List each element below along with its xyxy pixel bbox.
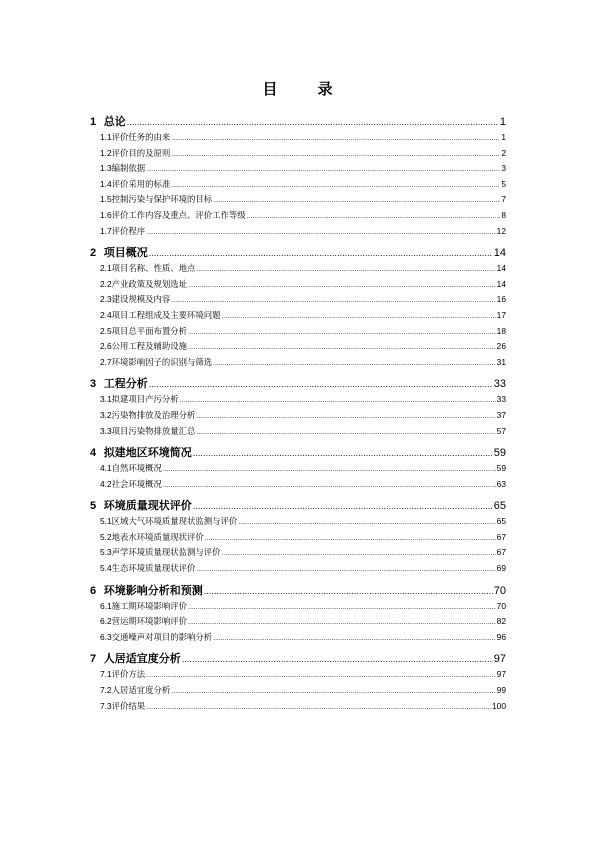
toc-section[interactable] (100, 192, 506, 208)
dot-leader (238, 514, 495, 531)
dot-leader (205, 530, 496, 547)
toc-chapter-text: 工程分析 (103, 377, 148, 391)
toc-section-label (100, 614, 187, 630)
toc-chapter[interactable] (90, 444, 506, 461)
toc-section[interactable] (100, 261, 506, 277)
toc-chapter-text: 环境影响分析和预测 (103, 583, 203, 597)
toc-section-page-number: 14 (496, 278, 506, 289)
toc-section[interactable] (100, 424, 506, 440)
dot-leader (149, 244, 493, 262)
toc-section[interactable] (100, 292, 506, 308)
toc-section-number: 1.1 (100, 132, 112, 142)
toc-section-label (100, 208, 246, 224)
toc-section-label (100, 561, 195, 577)
toc-section-page-number: 18 (496, 325, 506, 336)
toc-section-page-number: 63 (496, 478, 506, 489)
toc-section[interactable] (100, 683, 506, 699)
dot-leader (193, 497, 493, 515)
toc-section-label (100, 477, 162, 493)
toc-section-label (100, 130, 170, 146)
toc-section-text: 区域大气环境质量现状监测与评价 (111, 516, 238, 527)
toc-section-label (100, 177, 170, 193)
toc-section-text: 评价方法 (111, 669, 146, 680)
toc-section[interactable] (100, 277, 506, 293)
toc-section-text: 社会环境概况 (111, 478, 162, 489)
toc-section-label (100, 530, 204, 546)
toc-section-label (100, 683, 170, 699)
toc-section-text: 产业政策及规划选址 (111, 278, 188, 289)
dot-leader (163, 461, 496, 478)
toc-section-text: 编制依据 (111, 163, 146, 174)
toc-section-page-number: 3 (501, 163, 506, 174)
toc-chapter-page-number: 14 (493, 247, 506, 260)
toc-section[interactable] (100, 161, 506, 177)
toc-section-text: 地表水环境质量现状评价 (111, 531, 204, 542)
toc-chapter-label (90, 444, 192, 462)
toc-section[interactable] (100, 461, 506, 477)
toc-section-text: 控制污染与保护环境的目标 (111, 194, 213, 205)
dot-leader (247, 208, 501, 225)
toc-chapter-number: 3 (90, 378, 97, 391)
toc-section-label (100, 461, 162, 477)
toc-section-page-number: 67 (496, 547, 506, 558)
toc-section-number: 6.2 (100, 616, 112, 627)
dot-leader (188, 324, 496, 341)
toc-section-label (100, 224, 145, 240)
toc-section[interactable] (100, 177, 506, 193)
toc-section-number: 2.6 (100, 341, 112, 352)
toc-section[interactable] (100, 561, 506, 577)
dot-leader (146, 161, 500, 178)
toc-section-text: 评价程序 (111, 225, 146, 236)
toc-section[interactable] (100, 699, 506, 715)
toc-section-label (100, 192, 212, 208)
toc-chapter-text: 项目概况 (103, 246, 148, 260)
toc-section-number: 5.1 (100, 516, 112, 527)
toc-section-text: 项目名称、性质、地点 (111, 263, 196, 274)
toc-chapter-label (90, 244, 148, 262)
toc-section-page-number: 17 (496, 309, 506, 320)
toc-section-label (100, 514, 237, 530)
toc-title (0, 78, 595, 99)
toc-section-number: 2.2 (100, 278, 112, 289)
toc-section-number: 4.1 (100, 463, 112, 474)
toc-section-page-number: 57 (496, 425, 506, 436)
dot-leader (196, 561, 495, 578)
dot-leader (204, 582, 493, 600)
toc-section-page-number: 37 (496, 409, 506, 420)
toc-chapter-number: 6 (90, 584, 97, 597)
toc-chapter-page-number: 65 (493, 500, 506, 513)
toc-section-number: 1.6 (100, 209, 112, 220)
toc-section-label (100, 161, 145, 177)
dot-leader (149, 375, 493, 393)
toc-section-page-number: 16 (496, 294, 506, 305)
toc-section[interactable] (100, 530, 506, 546)
toc-section-number: 2.4 (100, 309, 112, 320)
dot-leader (213, 630, 496, 647)
toc-section-label (100, 630, 212, 646)
toc-section-text: 施工期环境影响评价 (111, 600, 188, 611)
toc-section-number: 1.4 (100, 178, 112, 189)
toc-chapter[interactable] (90, 244, 506, 261)
dot-leader (163, 477, 496, 494)
toc-section-number: 5.4 (100, 563, 112, 574)
toc-section-label (100, 261, 195, 277)
toc-section-page-number: 65 (496, 516, 506, 527)
toc-chapter-label (90, 582, 203, 600)
dot-leader (180, 392, 496, 409)
toc-section-text: 人居适宜度分析 (111, 685, 171, 696)
toc-section-page-number: 8 (501, 209, 506, 220)
toc-section-number: 3.2 (100, 409, 112, 420)
toc-section[interactable] (100, 355, 506, 371)
toc-section-number: 5.2 (100, 531, 112, 542)
dot-leader (213, 355, 496, 372)
toc-chapter-number: 2 (90, 247, 97, 260)
toc-section-text: 自然环境概况 (111, 463, 162, 474)
toc-section-label (100, 324, 187, 340)
dot-leader (171, 130, 500, 147)
dot-leader (188, 277, 496, 294)
toc-title-left: 目 (262, 80, 278, 98)
toc-section-number: 1.2 (100, 147, 112, 158)
toc-section-text: 评价工作内容及重点、评价工作等级 (111, 209, 246, 220)
toc-section-page-number: 7 (501, 194, 506, 205)
toc-chapter[interactable] (90, 582, 506, 599)
toc-chapter-label (90, 650, 181, 668)
toc-section-page-number: 70 (496, 600, 506, 611)
toc-section-text: 环境影响因子的识别与筛选 (111, 356, 213, 367)
toc-section-number: 3.1 (100, 394, 112, 405)
toc-chapter-number: 7 (90, 653, 97, 666)
toc-section-text: 项目工程组成及主要环境问题 (111, 309, 221, 320)
toc-section-number: 4.2 (100, 478, 112, 489)
toc-section-number: 2.1 (100, 263, 112, 274)
dot-leader (213, 192, 500, 209)
toc-chapter-number: 1 (90, 116, 97, 128)
toc-section-number: 1.3 (100, 163, 112, 174)
toc-section-page-number: 33 (496, 394, 506, 405)
toc-section[interactable] (100, 545, 506, 561)
toc-section-text: 评价采用的标准 (111, 178, 171, 189)
toc-section-number: 5.3 (100, 547, 112, 558)
toc-section[interactable] (100, 599, 506, 615)
toc-section-number: 2.3 (100, 294, 112, 305)
dot-leader (171, 292, 495, 309)
toc-section-text: 拟建项目产污分析 (111, 394, 179, 405)
dot-leader (222, 545, 496, 562)
toc-section-page-number: 31 (496, 356, 506, 367)
dot-leader (146, 667, 496, 684)
toc-section[interactable] (100, 308, 506, 324)
toc-chapter[interactable] (90, 497, 506, 514)
toc-section-number: 7.2 (100, 685, 112, 696)
dot-leader (188, 614, 496, 631)
toc-section-page-number: 96 (496, 631, 506, 642)
toc-chapter-label (90, 375, 148, 393)
toc-section-page-number: 59 (496, 463, 506, 474)
toc-section-text: 建设规模及内容 (111, 294, 171, 305)
toc-section-label (100, 392, 179, 408)
dot-leader (127, 113, 499, 131)
toc-chapter-page-number: 97 (493, 653, 506, 666)
dot-leader (171, 683, 495, 700)
toc-chapter-page-number: 1 (499, 116, 506, 128)
toc-section-label (100, 545, 221, 561)
dot-leader (193, 444, 493, 462)
toc-section-label (100, 424, 195, 440)
toc-title-right: 录 (317, 80, 333, 98)
toc-section-text: 生态环境质量现状评价 (111, 563, 196, 574)
toc-section-label (100, 699, 145, 715)
toc-section-page-number: 14 (496, 263, 506, 274)
toc-section-number: 6.1 (100, 600, 112, 611)
dot-leader (182, 650, 493, 668)
toc-section-text: 公用工程及辅助设施 (111, 341, 188, 352)
toc-section-number: 7.1 (100, 669, 112, 680)
toc-section-text: 污染物排放及治理分析 (111, 409, 196, 420)
toc-chapter-label (90, 497, 192, 515)
toc-section-text: 项目污染物排放量汇总 (111, 425, 196, 436)
toc-section[interactable] (100, 408, 506, 424)
toc-section-number: 2.7 (100, 356, 112, 367)
toc-section-text: 评价任务的由来 (111, 132, 171, 142)
dot-leader (222, 308, 496, 325)
toc-section-page-number: 82 (496, 616, 506, 627)
toc-section-page-number: 97 (496, 669, 506, 680)
toc-chapter-page-number: 59 (493, 447, 506, 460)
dot-leader (196, 408, 495, 425)
toc-chapter-page-number: 70 (493, 584, 506, 597)
dot-leader (196, 424, 495, 441)
toc-chapter-label (90, 113, 126, 131)
dot-leader (196, 261, 495, 278)
toc-section-page-number: 69 (496, 563, 506, 574)
toc-section-page-number: 99 (496, 685, 506, 696)
toc-section-label (100, 599, 187, 615)
toc-section[interactable] (100, 339, 506, 355)
toc-section-page-number: 5 (501, 178, 506, 189)
table-of-contents (90, 108, 506, 714)
toc-section-page-number: 12 (496, 225, 506, 236)
toc-chapter-text: 总论 (103, 115, 126, 128)
toc-section-number: 3.3 (100, 425, 112, 436)
toc-section[interactable] (100, 514, 506, 530)
toc-section-number: 7.3 (100, 700, 112, 711)
toc-section[interactable] (100, 477, 506, 493)
toc-section-number: 6.3 (100, 631, 112, 642)
toc-section-label (100, 146, 170, 162)
toc-section-label (100, 339, 187, 355)
toc-section[interactable] (100, 630, 506, 646)
toc-section-text: 评价目的及原则 (111, 147, 171, 158)
toc-section[interactable] (100, 208, 506, 224)
dot-leader (146, 224, 496, 241)
toc-chapter[interactable] (90, 375, 506, 392)
toc-chapter[interactable] (90, 650, 506, 667)
toc-section-page-number: 2 (501, 147, 506, 158)
toc-section[interactable] (100, 324, 506, 340)
toc-section[interactable] (100, 224, 506, 240)
toc-section-text: 营运期环境影响评价 (111, 616, 188, 627)
toc-section[interactable] (100, 392, 506, 408)
toc-section-number: 1.5 (100, 194, 112, 205)
dot-leader (171, 146, 500, 163)
toc-section-page-number: 1 (501, 132, 506, 142)
toc-section-text: 交通噪声对项目的影响分析 (111, 631, 213, 642)
toc-section-label (100, 277, 187, 293)
toc-chapter[interactable] (90, 113, 506, 130)
toc-section-text: 评价结果 (111, 700, 146, 711)
toc-chapter-page-number: 33 (493, 378, 506, 391)
toc-section-label (100, 355, 212, 371)
toc-section[interactable] (100, 667, 506, 683)
toc-section-number: 1.7 (100, 225, 112, 236)
toc-section-label (100, 292, 170, 308)
toc-chapter-text: 环境质量现状评价 (103, 499, 192, 513)
toc-section-page-number: 26 (496, 341, 506, 352)
toc-chapter-text: 人居适宜度分析 (103, 652, 181, 666)
toc-section[interactable] (100, 614, 506, 630)
dot-leader (171, 177, 500, 194)
toc-chapter-number: 5 (90, 500, 97, 513)
dot-leader (188, 339, 496, 356)
toc-section-page-number: 67 (496, 531, 506, 542)
toc-section-text: 声学环境质量现状监测与评价 (111, 547, 221, 558)
toc-section-label (100, 408, 195, 424)
toc-chapter-text: 拟建地区环境简况 (103, 446, 192, 460)
toc-section-label (100, 667, 145, 683)
toc-chapter-number: 4 (90, 447, 97, 460)
toc-section[interactable] (100, 130, 506, 146)
toc-section-label (100, 308, 221, 324)
dot-leader (146, 699, 491, 716)
dot-leader (188, 599, 496, 616)
toc-section[interactable] (100, 146, 506, 162)
toc-section-number: 2.5 (100, 325, 112, 336)
toc-section-text: 项目总平面布置分析 (111, 325, 188, 336)
toc-section-page-number: 100 (492, 700, 506, 711)
